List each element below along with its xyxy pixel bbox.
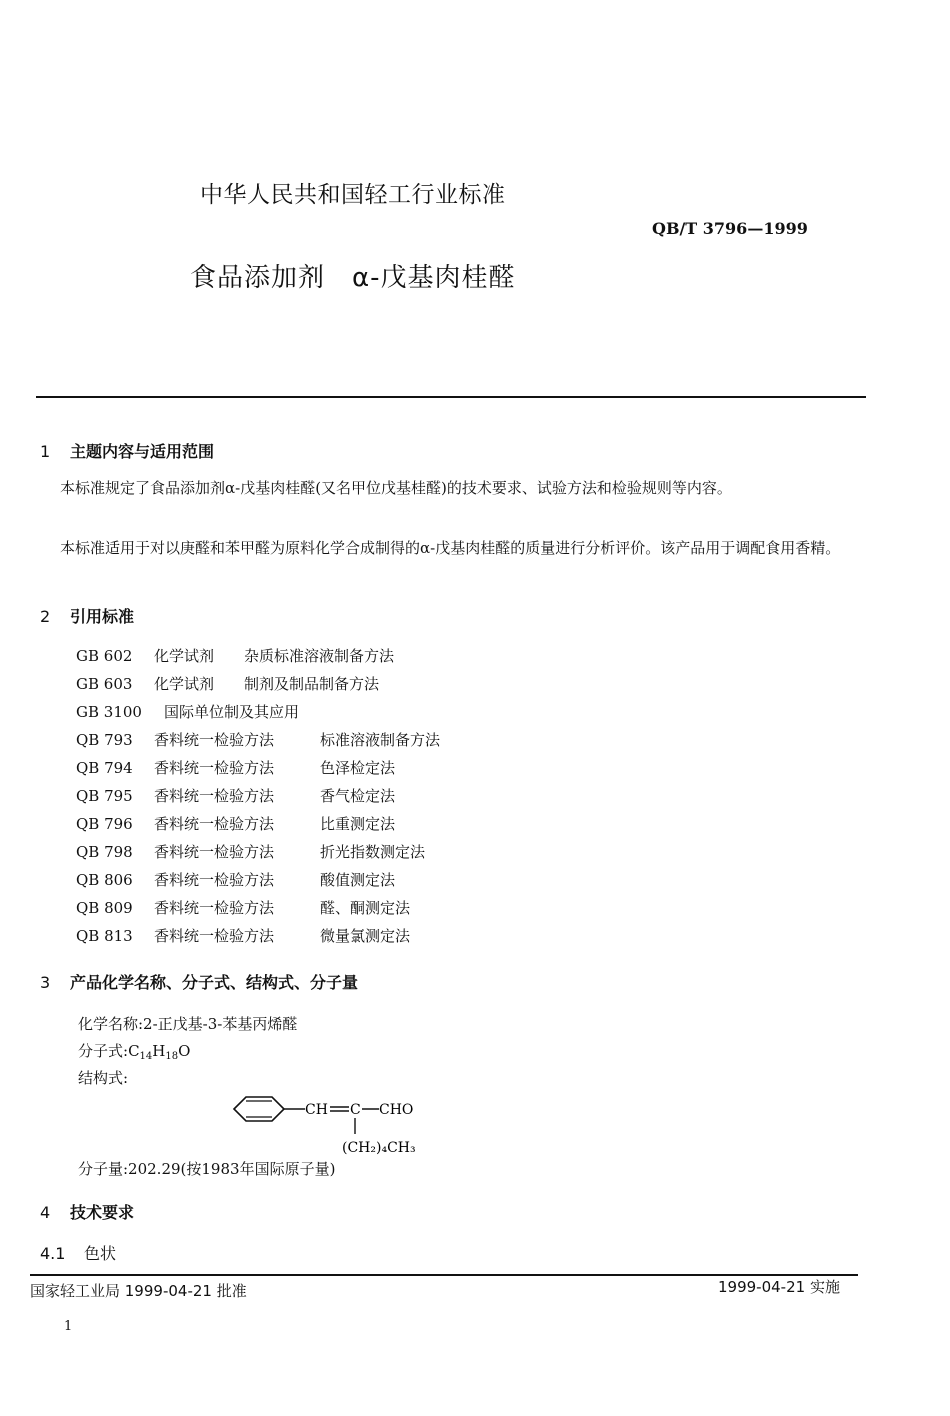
- section-1-paragraph-2: 本标准适用于对以庚醛和苯甲醛为原料化学合成制得的α-戊基肉桂醛的质量进行分析评价。该产品用于调配食用香精。: [60, 539, 841, 557]
- molecular-weight: 分子量:202.29(按1983年国际原子量): [78, 1160, 336, 1178]
- reference-row: [76, 754, 440, 782]
- reference-row: [76, 894, 440, 922]
- ref-name: 香料统一检验方法: [154, 815, 275, 833]
- ref-code: QB 813: [76, 927, 133, 945]
- section-4-title: 技术要求: [70, 1203, 135, 1222]
- document-title: 食品添加剂 α-戊基肉桂醛: [190, 263, 516, 293]
- structure-c: C: [350, 1102, 361, 1118]
- section-3-title: 产品化学名称、分子式、结构式、分子量: [70, 973, 359, 992]
- ref-code: GB 602: [76, 647, 133, 665]
- ref-name: 香料统一检验方法: [154, 787, 275, 805]
- formula-o: O: [178, 1042, 191, 1060]
- section-3-number: 3: [40, 973, 51, 992]
- reference-row: [76, 782, 440, 810]
- structural-formula: [228, 1088, 458, 1160]
- ref-code: QB 795: [76, 787, 133, 805]
- org-title: 中华人民共和国轻工行业标准: [200, 182, 506, 208]
- subsection-4-1-title: 色状: [84, 1244, 117, 1263]
- section-3-heading: [40, 970, 358, 993]
- ref-method: 杂质标准溶液制备方法: [244, 647, 395, 665]
- section-4-heading: [40, 1200, 134, 1223]
- structure-label: 结构式:: [78, 1069, 129, 1087]
- ref-code: QB 806: [76, 871, 133, 889]
- ref-method: 比重测定法: [320, 815, 396, 833]
- ref-code: QB 793: [76, 731, 133, 749]
- header-divider: [36, 396, 866, 398]
- subsection-4-1-number: 4.1: [40, 1244, 66, 1263]
- ref-name: 香料统一检验方法: [154, 927, 275, 945]
- ref-method: 香气检定法: [320, 787, 396, 805]
- section-1-heading: [40, 439, 214, 462]
- reference-row: [76, 838, 440, 866]
- ref-method: 酸值测定法: [320, 871, 396, 889]
- reference-row: [76, 866, 440, 894]
- formula-h: H: [152, 1042, 166, 1060]
- ref-method: 制剂及制品制备方法: [244, 675, 380, 693]
- reference-row: [76, 810, 440, 838]
- ref-name: 化学试剂: [154, 675, 215, 693]
- ref-name: 香料统一检验方法: [154, 731, 275, 749]
- subsection-4-1-heading: [40, 1241, 116, 1264]
- ref-name: 化学试剂: [154, 647, 215, 665]
- ref-method: 醛、酮测定法: [320, 899, 411, 917]
- molecular-formula: [78, 1040, 190, 1062]
- section-4-number: 4: [40, 1203, 51, 1222]
- section-2-heading: [40, 604, 134, 627]
- ref-code: QB 809: [76, 899, 133, 917]
- ref-code: QB 796: [76, 815, 133, 833]
- ref-name: 香料统一检验方法: [154, 871, 275, 889]
- section-1-title: 主题内容与适用范围: [70, 442, 215, 461]
- structure-ch: CH: [305, 1102, 328, 1118]
- standard-code: QB/T 3796—1999: [652, 219, 808, 238]
- section-2-title: 引用标准: [70, 607, 135, 626]
- structure-cho: CHO: [379, 1102, 414, 1118]
- reference-list: [76, 642, 440, 950]
- formula-c: C: [128, 1042, 140, 1060]
- section-1-paragraph-1: 本标准规定了食品添加剂α-戊基肉桂醛(又名甲位戊基桂醛)的技术要求、试验方法和检验规则等内容。: [60, 479, 732, 497]
- ref-method: 标准溶液制备方法: [320, 731, 441, 749]
- reference-row: [76, 670, 440, 698]
- reference-row: [76, 642, 440, 670]
- ref-name: 香料统一检验方法: [154, 759, 275, 777]
- reference-row: [76, 922, 440, 950]
- ref-method: 折光指数测定法: [320, 843, 426, 861]
- ref-method: 微量氯测定法: [320, 927, 411, 945]
- ref-name: 国际单位制及其应用: [164, 703, 300, 721]
- ref-code: QB 798: [76, 843, 133, 861]
- reference-row: [76, 726, 440, 754]
- formula-h-sub: 18: [165, 1051, 179, 1062]
- structure-side-chain: (CH₂)₄CH₃: [342, 1140, 416, 1156]
- ref-name: 香料统一检验方法: [154, 899, 275, 917]
- approval-line: 国家轻工业局 1999-04-21 批准: [30, 1282, 247, 1300]
- formula-c-sub: 14: [139, 1051, 153, 1062]
- effective-date: 1999-04-21 实施: [718, 1278, 840, 1296]
- ref-name: 香料统一检验方法: [154, 843, 275, 861]
- ref-code: GB 3100: [76, 703, 142, 721]
- reference-row: [76, 698, 440, 726]
- formula-label: 分子式:: [78, 1042, 129, 1060]
- chemical-name: 化学名称:2-正戊基-3-苯基丙烯醛: [78, 1015, 298, 1033]
- ref-code: QB 794: [76, 759, 133, 777]
- section-1-number: 1: [40, 442, 51, 461]
- ref-method: 色泽检定法: [320, 759, 396, 777]
- page-number: 1: [64, 1319, 73, 1334]
- ref-code: GB 603: [76, 675, 133, 693]
- section-2-number: 2: [40, 607, 51, 626]
